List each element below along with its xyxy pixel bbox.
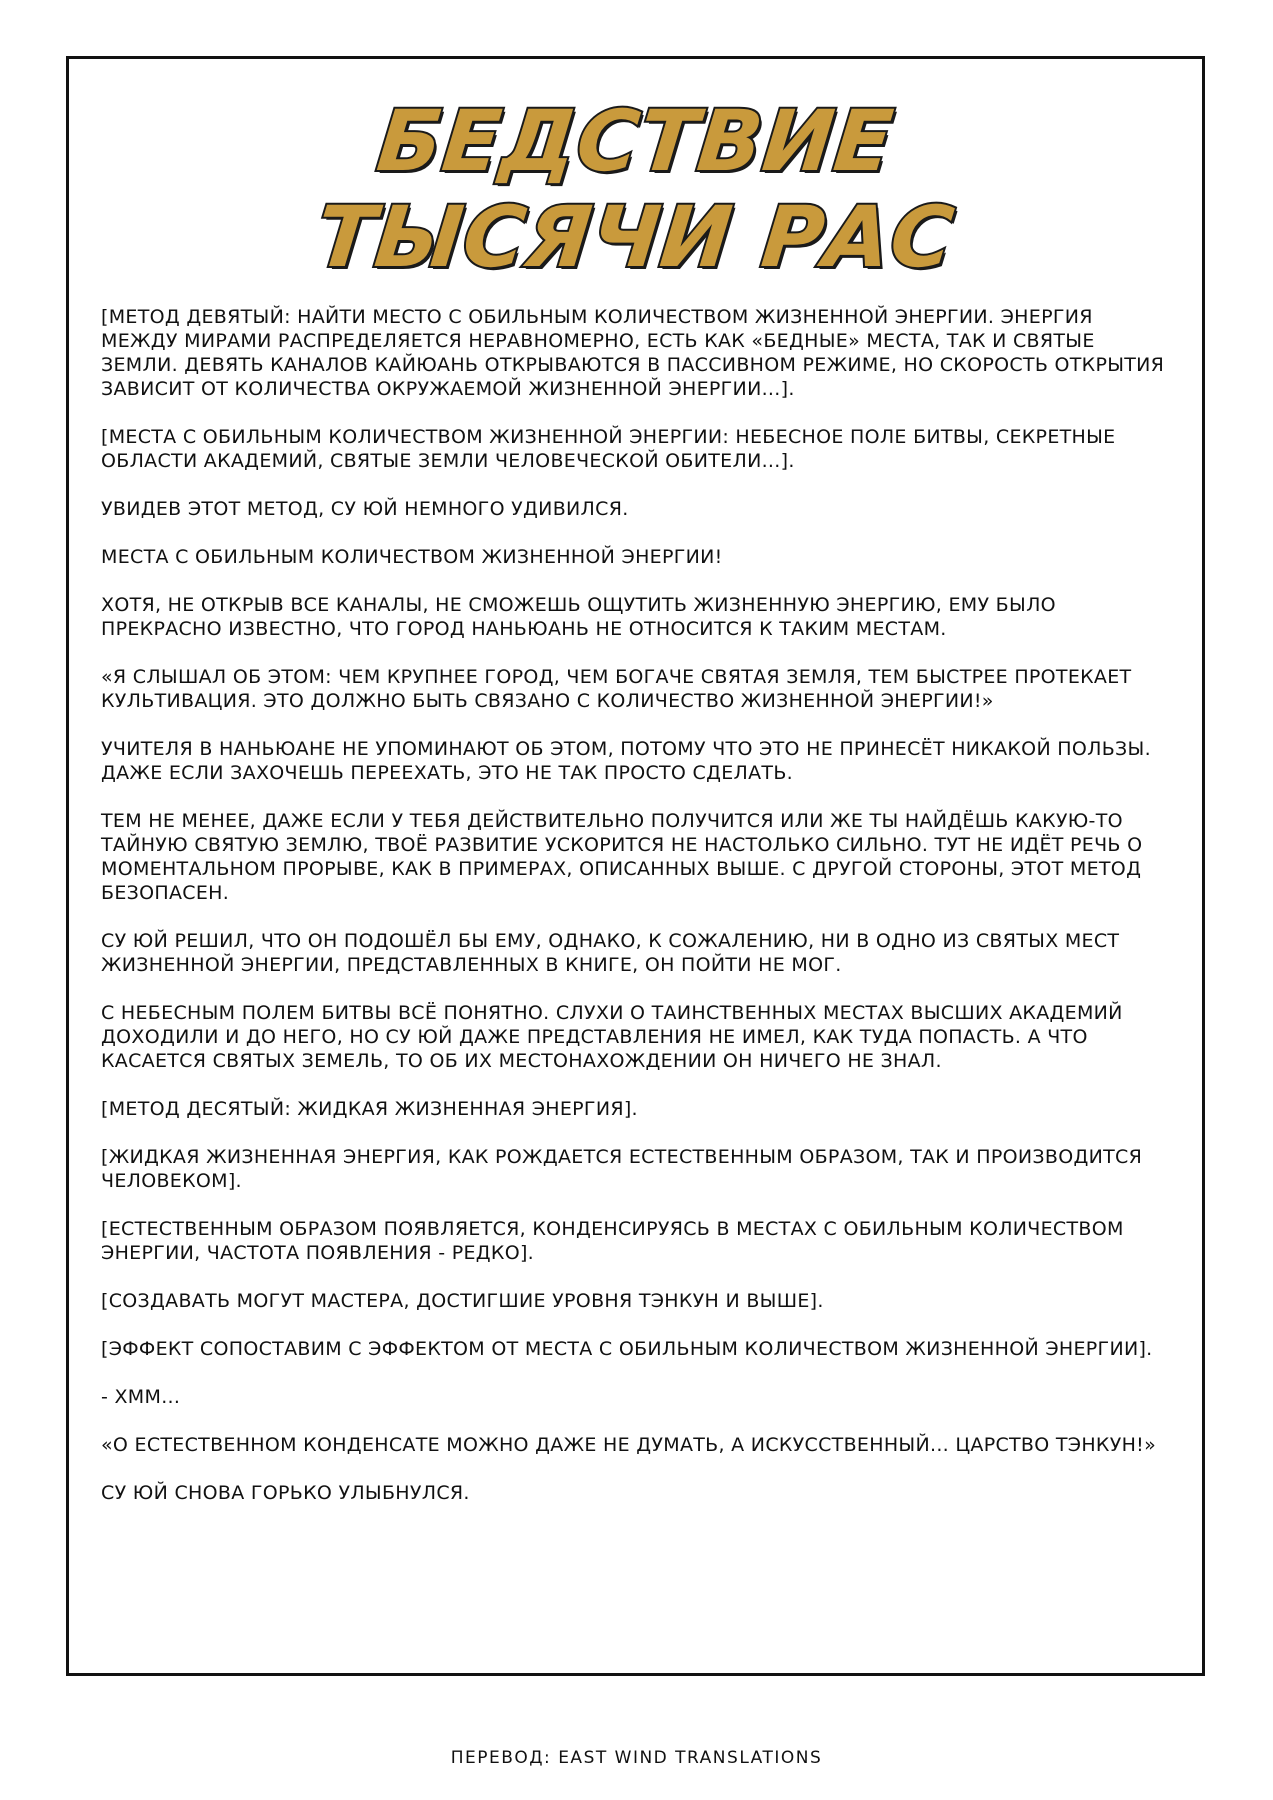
paragraph-11: [МЕТОД ДЕСЯТЫЙ: ЖИДКАЯ ЖИЗНЕННАЯ ЭНЕРГИЯ]. (101, 1098, 638, 1120)
page-frame (66, 56, 1205, 1676)
paragraph-7: УЧИТЕЛЯ В НАНЬЮАНЕ НЕ УПОМИНАЮТ ОБ ЭТОМ, ПОТОМУ ЧТО ЭТО НЕ ПРИНЕСЁТ НИКАКОЙ ПОЛЬЗЫ. ДАЖЕ ЕСЛИ ЗАХОЧЕШЬ ПЕРЕЕХАТЬ, ЭТО НЕ ТАК ПРОСТО СДЕЛАТЬ. (101, 738, 1151, 784)
paragraph-12: [ЖИДКАЯ ЖИЗНЕННАЯ ЭНЕРГИЯ, КАК РОЖДАЕТСЯ ЕСТЕСТВЕННЫМ ОБРАЗОМ, ТАК И ПРОИЗВОДИТСЯ ЧЕЛОВЕКОМ]. (101, 1146, 1143, 1192)
paragraph-15: [ЭФФЕКТ СОПОСТАВИМ С ЭФФЕКТОМ ОТ МЕСТА С ОБИЛЬНЫМ КОЛИЧЕСТВОМ ЖИЗНЕННОЙ ЭНЕРГИИ]. (101, 1338, 1153, 1360)
paragraph-4: МЕСТА С ОБИЛЬНЫМ КОЛИЧЕСТВОМ ЖИЗНЕННОЙ ЭНЕРГИИ! (101, 546, 723, 568)
paragraph-13: [ЕСТЕСТВЕННЫМ ОБРАЗОМ ПОЯВЛЯЕТСЯ, КОНДЕНСИРУЯСЬ В МЕСТАХ С ОБИЛЬНЫМ КОЛИЧЕСТВОМ ЭНЕРГИИ, ЧАСТОТА ПОЯВЛЕНИЯ - РЕДКО]. (101, 1218, 1124, 1264)
paragraph-14: [СОЗДАВАТЬ МОГУТ МАСТЕРА, ДОСТИГШИЕ УРОВНЯ ТЭНКУН И ВЫШЕ]. (101, 1290, 824, 1312)
paragraph-8: ТЕМ НЕ МЕНЕЕ, ДАЖЕ ЕСЛИ У ТЕБЯ ДЕЙСТВИТЕЛЬНО ПОЛУЧИТСЯ ИЛИ ЖЕ ТЫ НАЙДЁШЬ КАКУЮ-ТО ТАЙНУЮ СВЯТУЮ ЗЕМЛЮ, ТВОЁ РАЗВИТИЕ УСКОРИТСЯ НЕ НАСТОЛЬКО СИЛЬНО. ТУТ НЕ ИДЁТ РЕЧЬ О МОМЕНТАЛЬНОМ ПРОРЫВЕ, КАК В ПРИМЕРАХ, ОПИСАННЫХ ВЫШЕ. С ДРУГОЙ СТОРОНЫ, ЭТОТ МЕТОД БЕЗОПАСЕН. (101, 810, 1143, 904)
paragraph-5: ХОТЯ, НЕ ОТКРЫВ ВСЕ КАНАЛЫ, НЕ СМОЖЕШЬ ОЩУТИТЬ ЖИЗНЕННУЮ ЭНЕРГИЮ, ЕМУ БЫЛО ПРЕКРАСНО ИЗВЕСТНО, ЧТО ГОРОД НАНЬЮАНЬ НЕ ОТНОСИТСЯ К ТАКИМ МЕСТАМ. (101, 594, 1056, 640)
paragraph-2: [МЕСТА С ОБИЛЬНЫМ КОЛИЧЕСТВОМ ЖИЗНЕННОЙ ЭНЕРГИИ: НЕБЕСНОЕ ПОЛЕ БИТВЫ, СЕКРЕТНЫЕ ОБЛАСТИ АКАДЕМИЙ, СВЯТЫЕ ЗЕМЛИ ЧЕЛОВЕЧЕСКОЙ ОБИТЕЛИ...]. (101, 426, 1116, 472)
paragraph-3: УВИДЕВ ЭТОТ МЕТОД, СУ ЮЙ НЕМНОГО УДИВИЛСЯ. (101, 498, 629, 520)
paragraph-9: СУ ЮЙ РЕШИЛ, ЧТО ОН ПОДОШЁЛ БЫ ЕМУ, ОДНАКО, К СОЖАЛЕНИЮ, НИ В ОДНО ИЗ СВЯТЫХ МЕСТ ЖИЗНЕННОЙ ЭНЕРГИИ, ПРЕДСТАВЛЕННЫХ В КНИГЕ, ОН ПОЙТИ НЕ МОГ. (101, 930, 1120, 976)
title-logo (69, 93, 1202, 285)
paragraph-10: С НЕБЕСНЫМ ПОЛЕМ БИТВЫ ВСЁ ПОНЯТНО. СЛУХИ О ТАИНСТВЕННЫХ МЕСТАХ ВЫСШИХ АКАДЕМИЙ ДОХОДИЛИ И ДО НЕГО, НО СУ ЮЙ ДАЖЕ ПРЕДСТАВЛЕНИЯ НЕ ИМЕЛ, КАК ТУДА ПОПАСТЬ. А ЧТО КАСАЕТСЯ СВЯТЫХ ЗЕМЕЛЬ, ТО ОБ ИХ МЕСТОНАХОЖДЕНИИ ОН НИЧЕГО НЕ ЗНАЛ. (101, 1002, 1123, 1072)
paragraph-17: «О ЕСТЕСТВЕННОМ КОНДЕНСАТЕ МОЖНО ДАЖЕ НЕ ДУМАТЬ, А ИСКУССТВЕННЫЙ... ЦАРСТВО ТЭНКУН!» (101, 1434, 1157, 1456)
paragraph-6: «Я СЛЫШАЛ ОБ ЭТОМ: ЧЕМ КРУПНЕЕ ГОРОД, ЧЕМ БОГАЧЕ СВЯТАЯ ЗЕМЛЯ, ТЕМ БЫСТРЕЕ ПРОТЕКАЕТ КУЛЬТИВАЦИЯ. ЭТО ДОЛЖНО БЫТЬ СВЯЗАНО С КОЛИЧЕСТВО ЖИЗНЕННОЙ ЭНЕРГИИ!» (101, 666, 1132, 712)
title-line-1: БЕДСТВИЕ (372, 92, 899, 190)
paragraph-18: СУ ЮЙ СНОВА ГОРЬКО УЛЫБНУЛСЯ. (101, 1482, 470, 1504)
text-body (101, 305, 1170, 1529)
paragraph-16: - ХММ... (101, 1386, 181, 1408)
paragraph-1: [МЕТОД ДЕВЯТЫЙ: НАЙТИ МЕСТО С ОБИЛЬНЫМ КОЛИЧЕСТВОМ ЖИЗНЕННОЙ ЭНЕРГИИ. ЭНЕРГИЯ МЕЖДУ МИРАМИ РАСПРЕДЕЛЯЕТСЯ НЕРАВНОМЕРНО, ЕСТЬ КАК «БЕДНЫЕ» МЕСТА, ТАК И СВЯТЫЕ ЗЕМЛИ. ДЕВЯТЬ КАНАЛОВ КАЙЮАНЬ ОТКРЫВАЮТСЯ В ПАССИВНОМ РЕЖИМЕ, НО СКОРОСТЬ ОТКРЫТИЯ ЗАВИСИТ ОТ КОЛИЧЕСТВА ОКРУЖАЕМОЙ ЖИЗНЕННОЙ ЭНЕРГИИ...]. (101, 306, 1165, 400)
title-line-2: ТЫСЯЧИ РАС (312, 188, 959, 286)
translation-credit: ПЕРЕВОД: EAST WIND TRANSLATIONS (450, 1748, 823, 1768)
